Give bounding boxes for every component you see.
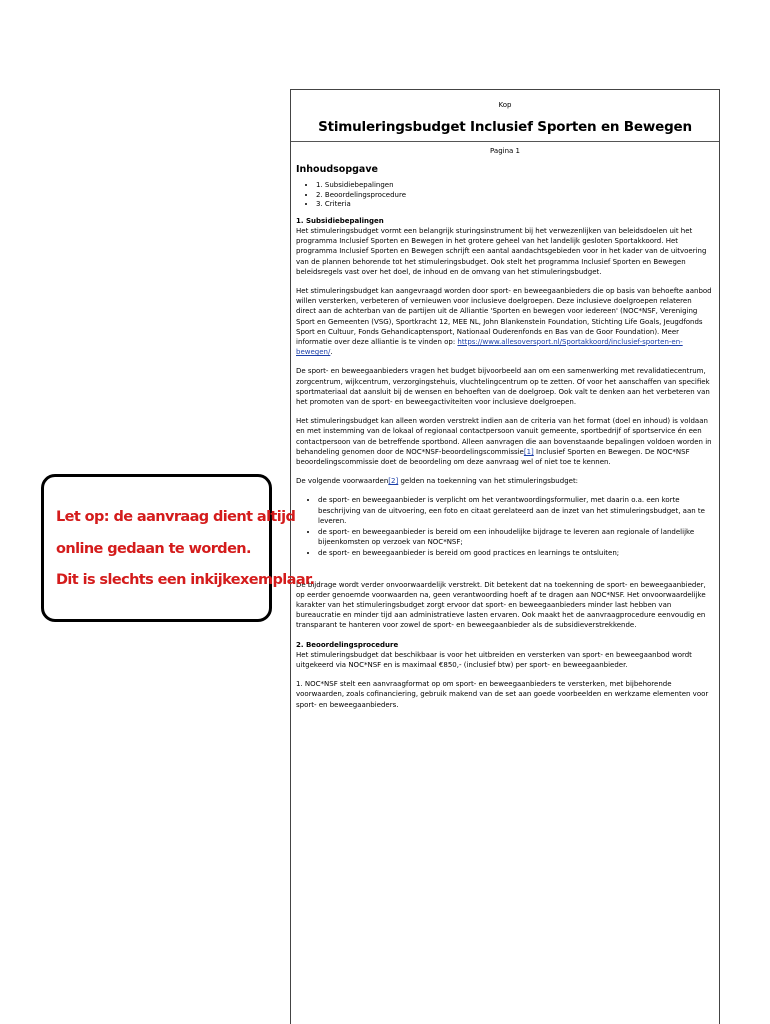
notice-line: online gedaan te worden.	[56, 541, 251, 557]
section-1-paragraph: De sport- en beweegaanbieders vragen het budget bijvoorbeeld aan om een samenwerking met revalidatiecentrum, zorgcentrum, wijkcentrum, verzorgingstehuis, vluchtelingcentrum op te zetten. Of voor het aanschaffen van specifiek sportmateriaal dat aansluit bij de wensen en behoeften van de doelgroep. Ook valt te denken aan het verbeteren van het promoten van de sport- en beweegactiviteiten voor inclusieve doelgroepen.	[296, 367, 710, 406]
document-content	[291, 165, 719, 710]
section-1-paragraph	[296, 476, 713, 486]
section-1-paragraph	[296, 416, 713, 467]
conditions-list	[296, 495, 713, 558]
footnote-link-2[interactable]: [2]	[388, 477, 399, 486]
condition-item: • de sport- en beweegaanbieder is bereid om een inhoudelijke bijdrage te leveren aan regionale of landelijke bijeenkomsten op verzoek van NOC*NSF;	[318, 527, 713, 547]
condition-item: • de sport- en beweegaanbieder is bereid om good practices en learnings te ontsluiten;	[318, 548, 713, 558]
section-2-heading: 2. Beoordelingsprocedure	[296, 640, 399, 649]
spacer	[296, 560, 713, 580]
paragraph-text: Het stimuleringsbudget kan aangevraagd worden door sport- en beweegaanbieders die op basis van behoefte aanbod willen versterken, verbeteren of vernieuwen voor inclusieve doelgroepen. Deze inclusieve doelgroepen relateren direct aan de achterban van de partijen uit de Alliantie 'Sporten en bewegen voor iedereen' (NOC*NSF, Vereniging Sport en Gemeenten (VSG), Sportkracht 12, MEE NL, John Blankenstein Foundation, Stichting Life Goals, Jeugdfonds Sport en Cultuur, Fonds Gehandicaptensport, Nationaal Ouderenfonds en Bas van de Goor Foundation). Meer informatie over deze alliantie is te vinden op:	[296, 286, 712, 346]
document-title: Stimuleringsbudget Inclusief Sporten en Bewegen	[318, 119, 692, 135]
section-2-paragraph: Het stimuleringsbudget dat beschikbaar is voor het uitbreiden en versterken van sport- en beweegaanbod wordt uitgekeerd via NOC*NSF en is maximaal €850,- (inclusief btw) per sport- en beweegaanbieder.	[296, 650, 692, 670]
paragraph-end: .	[330, 348, 333, 357]
paragraph-text: De volgende voorwaarden	[296, 477, 389, 486]
section-2-paragraph: 1. NOC*NSF stelt een aanvraagformat op om sport- en beweegaanbieders te versterken, met bijbehorende voorwaarden, zoals cofinanciering, gebruik makend van de set aan goede voorbeelden en werkzame elementen voor sport- en beweegaanbieders.	[296, 680, 709, 709]
toc-item[interactable]: • 1. Subsidiebepalingen	[316, 181, 713, 191]
online-notice-box	[41, 474, 315, 622]
condition-item: • de sport- en beweegaanbieder is verplicht om het verantwoordingsformulier, met daarin o.a. een korte beschrijving van de uitvoering, een foto en citaat gerelateerd aan de inzet van het stimuleringsbudget, aan te leveren.	[318, 495, 713, 526]
document-page	[290, 89, 720, 1024]
section-1-paragraph	[296, 286, 713, 357]
kop-label: Kop	[498, 101, 512, 109]
notice-line: Dit is slechts een inkijkexemplaar.	[56, 572, 315, 588]
notice-line: Let op: de aanvraag dient altijd	[56, 509, 296, 525]
paragraph-text: Het stimuleringsbudget kan alleen worden verstrekt indien aan de criteria van het format (doel en inhoud) is voldaan en met instemming van de lokaal of regionaal contactpersoon vanuit gemeente, sportbedrijf of sportservice én een contactpersoon van de betreffende sportbond. Alleen aanvragen die aan bovenstaande bepalingen voldoen worden in behandeling genomen door de NOC*NSF-beoordelingscommissie	[296, 417, 712, 456]
toc-heading: Inhoudsopgave	[296, 164, 378, 175]
section-1-paragraph: Het stimuleringsbudget vormt een belangrijk sturingsinstrument bij het verwezenlijken van beleidsdoelen uit het programma Inclusief Sporten en Bewegen in het grotere geheel van het landelijk gesloten Sportakkoord. Het programma Inclusief Sporten en Bewegen schrijft een aantal aandachtsgebieden voor in het kader van de uitvoering van de plannen behorende tot het stimuleringsbudget. Ook stelt het programma Inclusief Sporten en Bewegen beleidsregels vast over het doel, de inhoud en de omvang van het stimuleringsbudget.	[296, 226, 707, 276]
header-divider	[291, 141, 719, 142]
footnote-link-1[interactable]: [1]	[523, 447, 534, 456]
toc-list	[296, 181, 713, 210]
section-1-heading: 1. Subsidiebepalingen	[296, 216, 384, 225]
paragraph-end: gelden na toekenning van het stimuleringsbudget:	[398, 477, 579, 486]
toc-item[interactable]: • 2. Beoordelingsprocedure	[316, 191, 713, 201]
alliance-link[interactable]: https://www.allesoversport.nl/Sportakkoord/inclusief-sporten-en-bewegen/	[296, 337, 683, 357]
toc-item[interactable]: • 3. Criteria	[316, 200, 713, 210]
section-1-paragraph: De bijdrage wordt verder onvoorwaardelijk verstrekt. Dit betekent dat na toekenning de sport- en beweegaanbieder, op eerder genoemde voorwaarden na, geen verantwoording hoeft af te dragen aan NOC*NSF. Het onvoorwaardelijke karakter van het stimuleringsbudget zorgt ervoor dat sport- en beweegaanbieders minder last hebben van bureaucratie en minder tijd aan administratieve lasten ervaren. Ook maakt het de aanvraagprocedure eenvoudig en transparant te hanteren voor zowel de sport- en beweegaanbieder als de subsidieverstrekkende.	[296, 580, 706, 630]
paragraph-end: Inclusief Sporten en Bewegen. De NOC*NSF beoordelingscommissie doet de beoordeling om deze aanvraag wel of niet toe te kennen.	[296, 447, 690, 466]
page-number: Pagina 1	[490, 147, 520, 155]
